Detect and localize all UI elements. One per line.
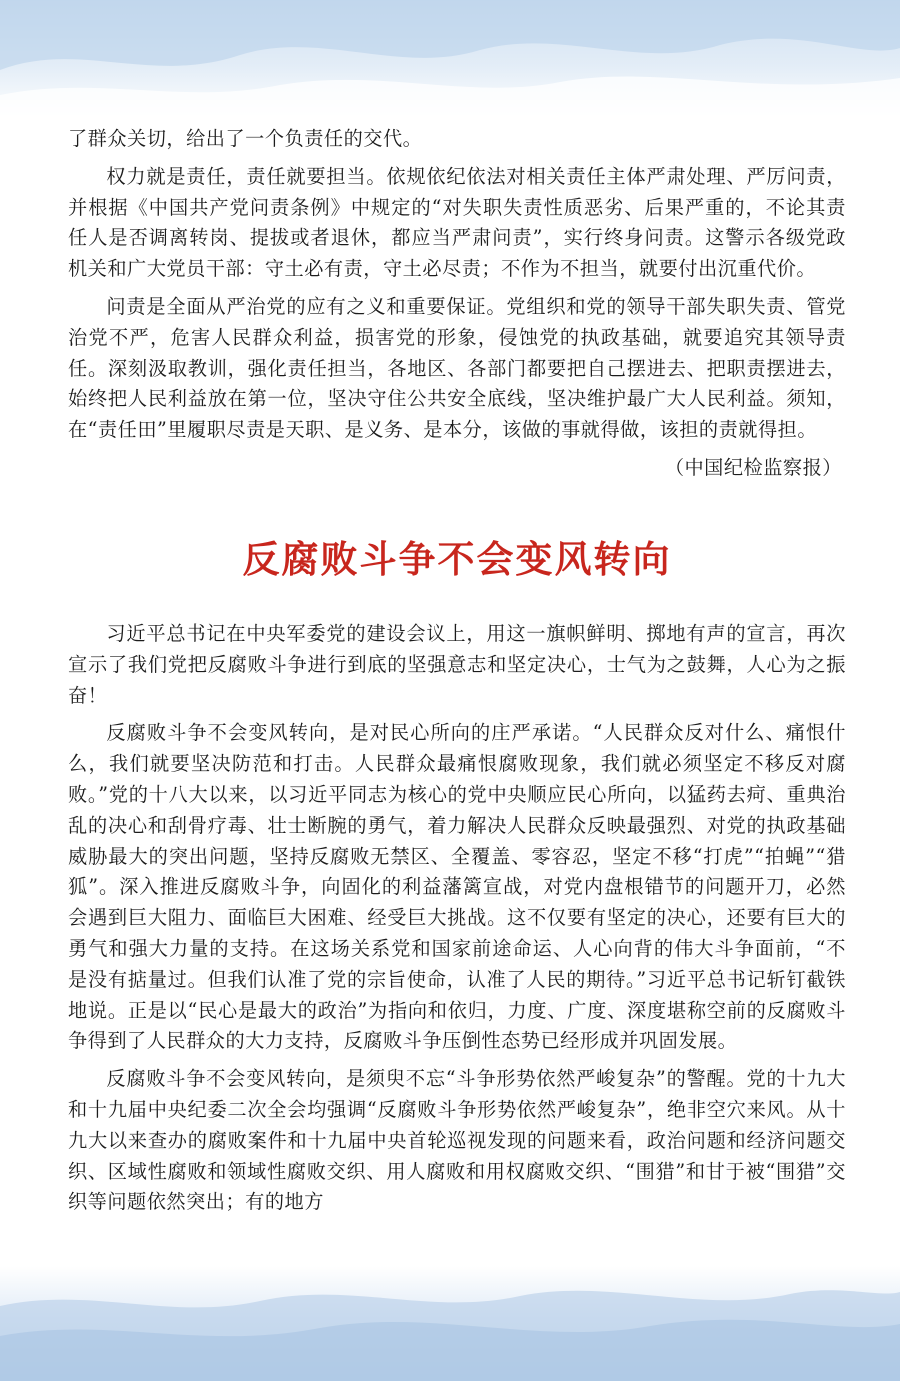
page-content [68,124,846,1225]
paragraph: 习近平总书记在中央军委党的建设会议上，用这一旗帜鲜明、掷地有声的宣言，再次宣示了我们党把反腐败斗争进行到底的坚强意志和坚定决心，士气为之鼓舞，人心为之振奋！ [68,621,846,707]
paragraph: 反腐败斗争不会变风转向，是须臾不忘“斗争形势依然严峻复杂”的警醒。党的十九大和十九届中央纪委二次全会均强调“反腐败斗争形势依然严峻复杂”，绝非空穴来风。从十九大以来查办的腐败案件和十九届中央首轮巡视发现的问题来看，政治问题和经济问题交织、区域性腐败和领域性腐败交织、用人腐败和用权腐败交织、“围猎”和甘于被“围猎”交织等问题依然突出；有的地方 [68,1067,846,1214]
bottom-decorative-band [0,1266,900,1381]
article-source: （中国纪检监察报） [664,455,842,479]
mountain-decoration-top [0,0,900,120]
paragraph: 权力就是责任，责任就要担当。依规依纪依法对相关责任主体严肃处理、严厉问责，并根据《中国共产党问责条例》中规定的“对失职失责性质恶劣、后果严重的，不论其责任人是否调离转岗、提拔或者退休，都应当严肃问责”，实行终身问责。这警示各级党政机关和广大党员干部：守土必有责，守土必尽责；不作为不担当，就要付出沉重代价。 [68,164,846,281]
mountain-decoration-bottom [0,1266,900,1381]
paragraph: 反腐败斗争不会变风转向，是对民心所向的庄严承诺。“人民群众反对什么、痛恨什么，我们就要坚决防范和打击。人民群众最痛恨腐败现象，我们就必须坚定不移反对腐败。”党的十八大以来，以习近平同志为核心的党中央顺应民心所向，以猛药去疴、重典治乱的决心和刮骨疗毒、壮士断腕的勇气，着力解决人民群众反映最强烈、对党的执政基础威胁最大的突出问题，坚持反腐败无禁区、全覆盖、零容忍，坚定不移“打虎”“拍蝇”“猎狐”。深入推进反腐败斗争，向固化的利益藩篱宣战，对党内盘根错节的问题开刀，必然会遇到巨大阻力、面临巨大困难、经受巨大挑战。这不仅要有坚定的决心，还要有巨大的勇气和强大力量的支持。在这场关系党和国家前途命运、人心向背的伟大斗争面前，“不是没有掂量过。但我们认准了党的宗旨使命，认准了人民的期待。”习近平总书记斩钉截铁地说。正是以“民心是最大的政治”为指向和依归，力度、广度、深度堪称空前的反腐败斗争得到了人民群众的大力支持，反腐败斗争压倒性态势已经形成并巩固发展。 [68,721,846,1053]
paragraph: 了群众关切，给出了一个负责任的交代。 [68,127,423,150]
article-title: 反腐败斗争不会变风转向 [242,536,672,581]
previous-article-ending [68,124,846,483]
top-decorative-band [0,0,900,120]
paragraph: 问责是全面从严治党的应有之义和重要保证。党组织和党的领导干部失职失责、管党治党不严，危害人民群众利益，损害党的形象，侵蚀党的执政基础，就要追究其领导责任。深刻汲取教训，强化责任担当，各地区、各部门都要把自己摆进去、把职责摆进去，始终把人民利益放在第一位，坚决守住公共安全底线，坚决维护最广大人民利益。须知，在“责任田”里履职尽责是天职、是义务、是本分，该做的事就得做，该担的责就得担。 [68,294,846,442]
article [68,537,846,1218]
